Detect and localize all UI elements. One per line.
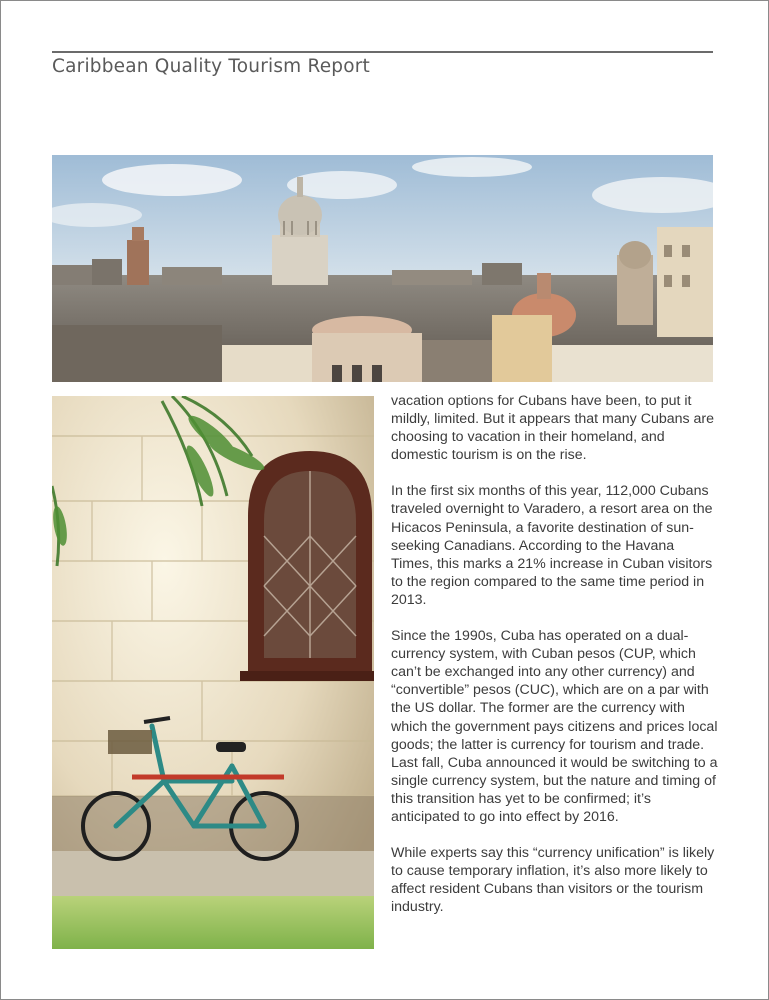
article-paragraph: In the first six months of this year, 112,000 Cubans traveled overnight to Varadero, a resort area on the Hicacos Peninsula, a favorite destination of sun-seeking Canadians. According to the Havana Times, this marks a 21% increase in Cuban visitors to the region compared to the same time period in 2013.: [391, 483, 713, 608]
bicycle-against-stone-wall-photo: [52, 396, 374, 949]
article-paragraph: Since the 1990s, Cuba has operated on a dual-currency system, with Cuban pesos (CUP, which can’t be exchanged into any other currency) and “convertible” pesos (CUC), which are on a par with the US dollar. The former are the currency with which the government pays citizens and prices local goods; the latter is currency for tourism and trade. Last fall, Cuba announced it would be switching to a single currency system, but the nature and timing of this transition has yet to be confirmed; it’s anticipated to go into effect by 2016.: [391, 628, 718, 825]
page-title: Caribbean Quality Tourism Report: [52, 56, 371, 77]
article-paragraph: While experts say this “currency unification” is likely to cause temporary inflation, it’s also more likely to affect resident Cubans than visitors or the tourism industry.: [391, 845, 715, 916]
havana-skyline-photo: [52, 155, 713, 382]
header-rule: [52, 51, 713, 53]
article-paragraph: vacation options for Cubans have been, to put it mildly, limited. But it appears that many Cubans are choosing to vacation in their homeland, and domestic tourism is on the rise.: [391, 393, 715, 464]
article-body: [391, 392, 719, 934]
